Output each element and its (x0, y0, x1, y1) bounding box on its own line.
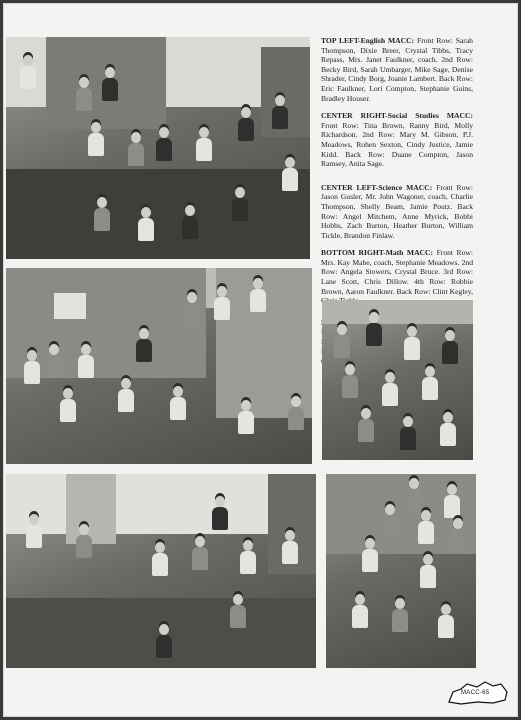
caption-social-studies-macc (321, 111, 473, 169)
caption-science-macc (321, 183, 473, 241)
caption-heading: BOTTOM RIGHT-Math MACC: (321, 248, 434, 258)
caption-text: Front Row: Mrs. Kay Mabe, coach, Stephanie Meadows. 2nd Row: Angela Stowers, Crystal Bruce. 3rd Row: Lane Scott, Chris Dillow. 4th Row: Robbie Brown, Aaron Faulkner. Back Row: Clint Kegley, (321, 248, 473, 296)
caption-heading: CENTER RIGHT-Social Studies MACC: (321, 111, 473, 121)
photo-math-macc (326, 474, 476, 668)
caption-text: Front Row: Sarah Thompson, Dixie Breer, Crystal Tibbs, Tracy Repass, Mrs. Janet Faulkner, coach. 2nd Row: Becky Bird, Sarah Umbarger, Mike Sage, Denise Shrader, Cindy Borg, Joanie Lambert. Back Row: Eric Faulkner, Lori Compton, Stephanie Guins, Bradley Houser. (321, 36, 473, 103)
photo-social-studies-macc (322, 300, 473, 460)
page-number-badge (447, 678, 511, 706)
caption-math-macc (321, 248, 473, 306)
caption-text: Front Row: Jason Gusler, Mr. John Wagoner, coach, Charlie Thompson, Shelly Beam, Jamie Poutz. Back Row: Angel Mitchem, Anne Myrick, Bobbi Hobbs, Zach Burton, Heather Burton, William Tickle, Brandon Finlaw. (321, 182, 473, 240)
photo-science-macc (6, 268, 312, 464)
caption-text: Front Row: Tina Brown, Ranny Bird, Molly Richardson. 2nd Row: Mary M. Gibson, P.J. Meadows, Rohen Sexton, Cindy Justice, Jamie Kidd. Back Row: Duane Compton, Jason Ramsey, Anita Sage. (321, 120, 473, 169)
photo-english-macc (6, 37, 310, 259)
caption-heading: TOP LEFT-English MACC: (321, 36, 415, 45)
page-number: MACC-65 (461, 690, 490, 696)
caption-heading: CENTER LEFT-Science MACC: (321, 182, 433, 192)
caption-english-macc (321, 36, 473, 103)
yearbook-page (3, 3, 518, 717)
photo-all-round-macc (6, 474, 316, 668)
